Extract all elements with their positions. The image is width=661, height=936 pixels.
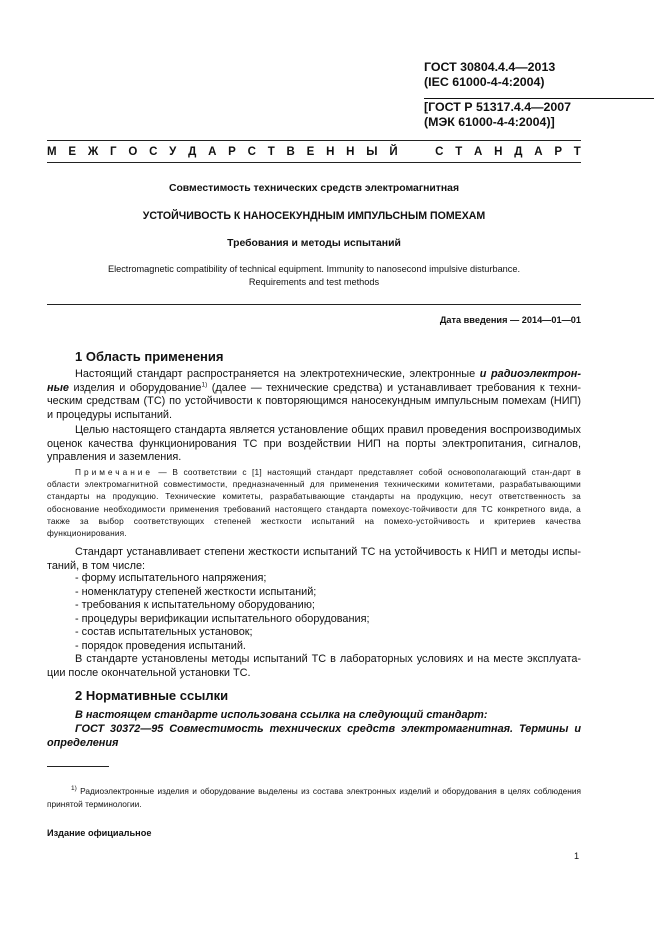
p1-text-emphasis: и радиоэлектрон-ные: [47, 368, 581, 394]
introduction-date: Дата введения — 2014—01—01: [439, 315, 581, 325]
title-line-1: Совместимость технических средств электромагнитная: [168, 183, 460, 194]
banner-letter: О: [128, 146, 138, 158]
footnote-mark: 1): [71, 785, 77, 793]
banner-letter: Н: [346, 146, 355, 158]
note-label: Примечание: [75, 467, 154, 477]
section-1-paragraph-4: В стандарте установлены методы испытаний ТС в лабораторных условиях и на месте эксплуата-ции после окончательной установки ТС.: [47, 653, 581, 679]
banner-letter: С: [435, 146, 444, 158]
banner-letter: А: [474, 146, 483, 158]
normative-reference: ГОСТ 30372—95 Совместимость технических средств электромагнитная. Термины и определения: [47, 723, 581, 749]
p1-text-c: изделия и оборудование: [68, 381, 202, 394]
banner-letter: В: [286, 146, 295, 158]
replaced-standard-designation: [424, 98, 654, 130]
banner-letter: Р: [228, 146, 236, 158]
banner-letter: Г: [110, 146, 117, 158]
banner-letter: Ж: [87, 146, 99, 158]
list-item: - процедуры верификации испытательного оборудования;: [75, 612, 370, 625]
date-rule: [47, 304, 581, 305]
english-title-line-1: Electromagnetic compatibility of technical equipment. Immunity to nanosecond impulsive disturbance.: [107, 264, 521, 274]
test-items-list: [75, 572, 581, 654]
banner-letter: Т: [267, 146, 275, 158]
top-rule: [47, 140, 581, 141]
english-title-line-2: Requirements and test methods: [248, 277, 380, 287]
section-1-heading: 1 Область применения: [75, 349, 224, 364]
banner-letter: У: [169, 146, 177, 158]
banner-letter: Т: [455, 146, 463, 158]
section-1-paragraph-2: Целью настоящего стандарта является установление общих правил проведения воспроизводимых оценок качества функционирования ТС при воздействии НИП на порты электропитания, сигналов, управления и заземления.: [47, 424, 581, 464]
banner-letter: Н: [326, 146, 335, 158]
edition-label: Издание официальное: [47, 828, 152, 838]
replaced-standard-iec-number: (МЭК 61000-4-4:2004)]: [424, 115, 555, 129]
banner-gap: [409, 146, 423, 158]
section-1-paragraph-1: [47, 368, 581, 422]
footnote: [47, 785, 581, 811]
standard-iec-number: (IEC 61000-4-4:2004): [424, 75, 545, 89]
section-2-heading: 2 Нормативные ссылки: [75, 688, 229, 703]
list-item: - состав испытательных установок;: [75, 626, 253, 639]
banner-letter: Д: [514, 146, 523, 158]
list-item: - порядок проведения испытаний.: [75, 639, 246, 652]
banner-letter: С: [149, 146, 158, 158]
list-item: - номенклатуру степеней жесткости испытаний;: [75, 585, 317, 598]
section-2-intro: В настоящем стандарте использована ссылка на следующий стандарт:: [75, 709, 488, 721]
title-line-3: Требования и методы испытаний: [227, 238, 401, 249]
list-item: - требования к испытательному оборудованию;: [75, 599, 315, 612]
standard-designation: [424, 60, 654, 90]
note-text: — В соответствии с [1] настоящий стандарт представляет собой основополагающий стан-дарт в области электромагнитной совместимости, предназначенный для применения техническими комитетами, разрабатывающими стандарты на продукцию. Технические комитеты, разрабатывающие стандарты на продукцию, несут ответственность за обоснование необходимости применения требований настоящего стандарта помехоус-тойчивости для ТС конкретного вида, а также за выбор соответствующих степеней жесткости испытаний на помехо-устойчивость и критериев качества функционирования.: [47, 467, 581, 539]
banner-letter: Е: [68, 146, 77, 158]
banner-letter: А: [534, 146, 543, 158]
p1-text-d: (далее — технические средства) и устанавливает требования к техни-ческим средствам (ТС) по устойчивости к повторяющимся наносекундным импульсным помехам (НИП) и процедуры испытаний.: [47, 381, 581, 421]
footnote-ref: 1): [201, 380, 208, 388]
list-item: - форму испытательного напряжения;: [75, 572, 267, 584]
banner-letter: Ы: [366, 146, 378, 158]
title-line-2: УСТОЙЧИВОСТЬ К НАНОСЕКУНДНЫМ ИМПУЛЬСНЫМ ПОМЕХАМ: [142, 210, 486, 222]
banner-letter: Д: [188, 146, 197, 158]
banner-letter: Т: [573, 146, 581, 158]
footnote-text: Радиоэлектронные изделия и оборудование выделены из состава электронных изделий и оборудования в целях соблюдения принятой терминологии.: [47, 786, 581, 809]
replaced-standard-number: [ГОСТ Р 51317.4.4—2007: [424, 100, 572, 114]
banner-letter: Н: [494, 146, 503, 158]
section-1-paragraph-3: Стандарт устанавливает степени жесткости испытаний ТС на устойчивость к НИП и методы испы-таний, в том числе:: [47, 546, 581, 572]
banner-letter: Р: [554, 146, 562, 158]
note: [47, 466, 581, 539]
standard-number: ГОСТ 30804.4.4—2013: [424, 60, 556, 74]
banner-letter: А: [208, 146, 217, 158]
banner-letter: Е: [306, 146, 315, 158]
banner-letter: С: [247, 146, 256, 158]
banner-letter: М: [47, 146, 57, 158]
footnote-rule: [47, 766, 109, 767]
p1-text-a: Настоящий стандарт распространяется на электротехнические, электронные: [75, 368, 480, 380]
page-number: 1: [574, 851, 580, 861]
standard-kind-banner: [47, 146, 581, 158]
banner-rule: [47, 162, 581, 163]
banner-letter: Й: [389, 146, 398, 158]
english-title: [47, 263, 581, 289]
